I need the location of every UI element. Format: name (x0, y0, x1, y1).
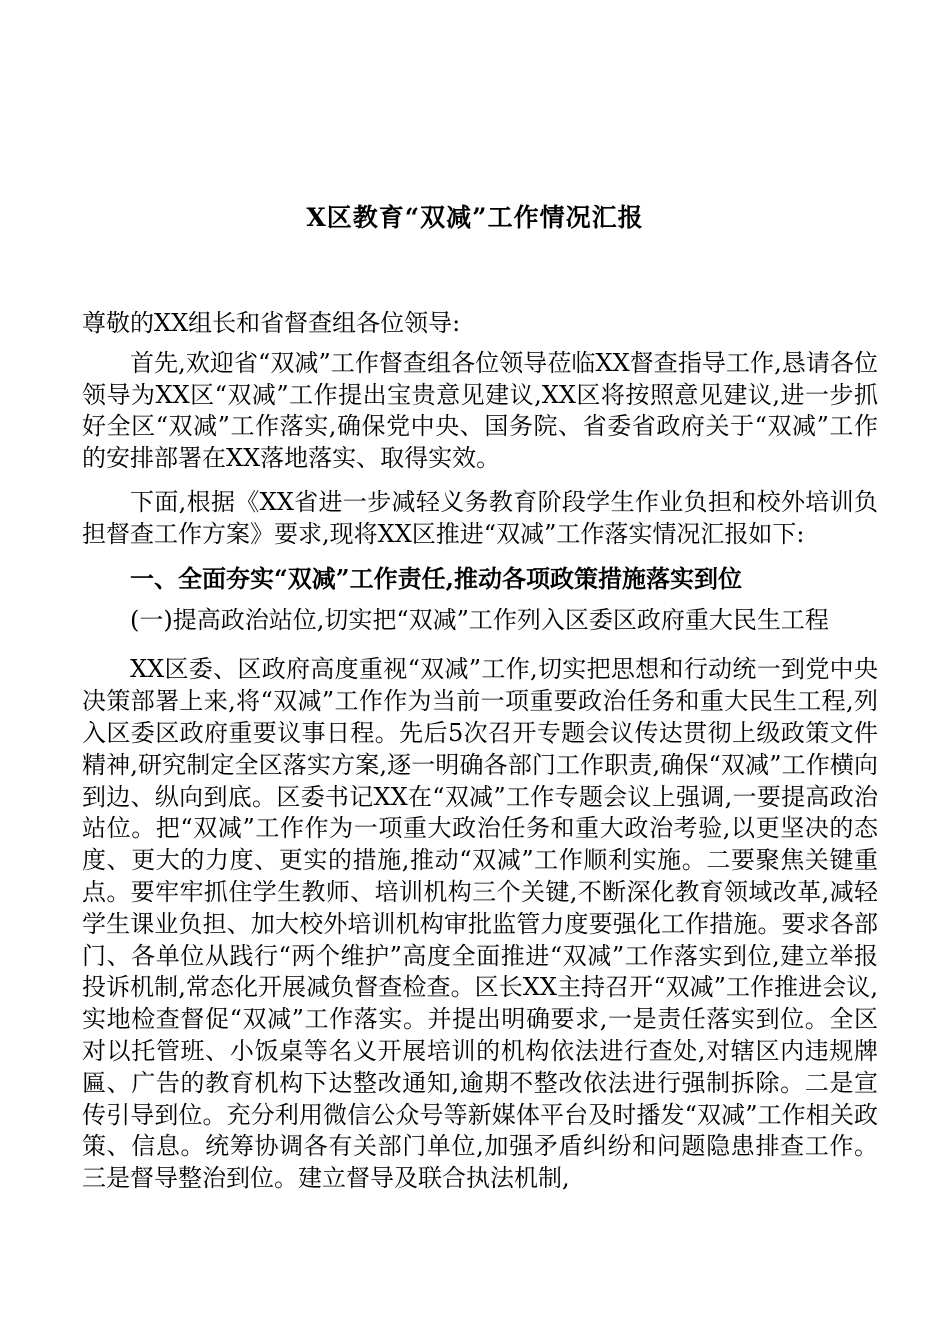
section-heading: 一、全面夯实“双减”工作责任,推动各项政策措施落实到位 (130, 563, 742, 593)
document-title: X区教育“双减”工作情况汇报 (306, 203, 644, 232)
section-subheading: (一)提高政治站位,切实把“双减”工作列入区委区政府重大民生工程 (130, 605, 829, 634)
document-body (82, 308, 878, 1195)
basis-paragraph: 下面,根据《XX省进一步减轻义务教育阶段学生作业负担和校外培训负担督查工作方案》要求,现将XX区推进“双减”工作落实情况汇报如下: (82, 487, 878, 548)
body-paragraph: XX区委、区政府高度重视“双减”工作,切实把思想和行动统一到党中央决策部署上来,将“双减”工作作为当前一项重要政治任务和重大民生工程,列入区委区政府重要议事日程。先后5次召开专题会议传达贯彻上级政策文件精神,研究制定全区落实方案,逐一明确各部门工作职责,确保“双减”工作横向到边、纵向到底。区委书记XX在“双减”工作专题会议上强调,一要提高政治站位。把“双减”工作作为一项重大政治任务和重大政治考验,以更坚决的态度、更大的力度、更实的措施,推动“双减”工作顺利实施。二要聚焦关键重点。要牢牢抓住学生教师、培训机构三个关键,不断深化教育领域改革,减轻学生课业负担、加大校外培训机构审批监管力度要强化工作措施。要求各部门、各单位从践行“两个维护”高度全面推进“双减”工作落实到位,建立举报投诉机制,常态化开展减负督查检查。区长XX主持召开“双减”工作推进会议,实地检查督促“双减”工作落实。并提出明确要求,一是责任落实到位。全区对以托管班、小饭桌等名义开展培训的机构依法进行查处,对辖区内违规牌匾、广告的教育机构下达整改通知,逾期不整改依法进行强制拆除。二是宣传引导到位。充分利用微信公众号等新媒体平台及时播发“双减”工作相关政策、信息。统筹协调各有关部门单位,加强矛盾纠纷和问题隐患排查工作。三是督导整治到位。建立督导及联合执法机制, (82, 655, 878, 1193)
greeting-line: 尊敬的XX组长和省督查组各位领导: (82, 309, 461, 337)
intro-paragraph: 首先,欢迎省“双减”工作督查组各位领导莅临XX督查指导工作,恳请各位领导为XX区“双减”工作提出宝贵意见建议,XX区将按照意见建议,进一步抓好全区“双减”工作落实,确保党中央、国务院、省委省政府关于“双减”工作的安排部署在XX落地落实、取得实效。 (82, 348, 878, 473)
